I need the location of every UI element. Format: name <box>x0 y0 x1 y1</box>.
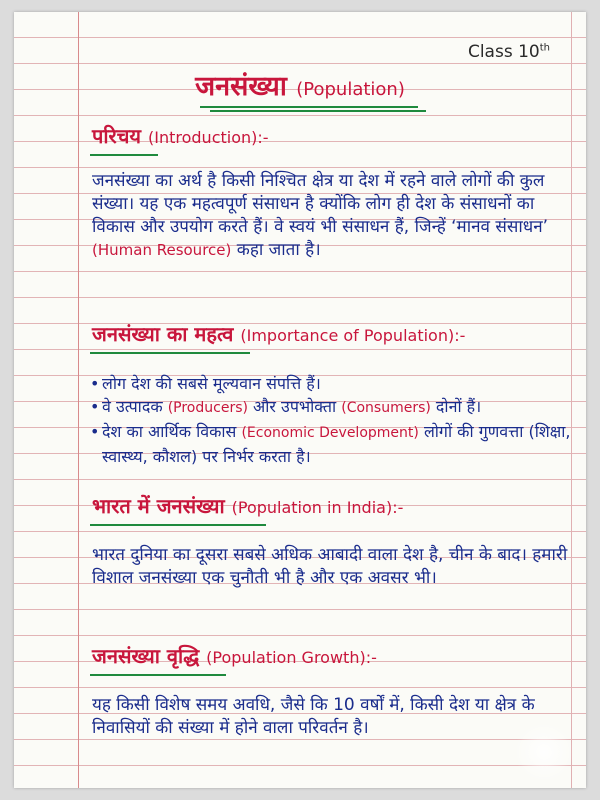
importance-heading: जनसंख्या का महत्व (Importance of Population):- <box>92 322 466 346</box>
title-english: (Population) <box>296 79 405 100</box>
heading-underline <box>90 674 226 676</box>
growth-paragraph: यह किसी विशेष समय अवधि, जैसे कि 10 वर्षों में, किसी देश या क्षेत्र के निवासियों की संख्या में होने वाला परिवर्तन है। <box>92 695 535 738</box>
class-label: Class 10th <box>467 42 550 62</box>
india-paragraph: भारत दुनिया का दूसरा सबसे अधिक आबादी वाला देश है, चीन के बाद। हमारी विशाल जनसंख्या एक चुनौती भी है और एक अवसर भी। <box>92 545 568 588</box>
title-underline <box>200 106 418 108</box>
title-underline <box>210 110 426 112</box>
notebook-page <box>14 12 586 788</box>
page-title <box>14 66 586 103</box>
heading-underline <box>90 154 158 156</box>
list-item: • वे उत्पादक (Producers) और उपभोक्ता (Consumers) दोनों हैं। <box>90 397 482 416</box>
heading-underline <box>90 352 250 354</box>
list-item: • लोग देश की सबसे मूल्यवान संपत्ति हैं। <box>90 374 321 393</box>
heading-underline <box>90 524 266 526</box>
title-hindi: जनसंख्या <box>195 71 287 102</box>
intro-heading: परिचय (Introduction):- <box>92 124 269 148</box>
importance-list <box>90 372 580 468</box>
light-glare <box>514 722 574 782</box>
growth-heading: जनसंख्या वृद्धि (Population Growth):- <box>92 644 377 668</box>
margin-line <box>78 12 79 788</box>
india-heading: भारत में जनसंख्या (Population in India):- <box>92 494 404 518</box>
list-item: • देश का आर्थिक विकास (Economic Development) लोगों की गुणवत्ता (शिक्षा, स्वास्थ्य, कौशल) पर निर्भर करता है। <box>90 422 571 466</box>
intro-paragraph: जनसंख्या का अर्थ है किसी निश्चित क्षेत्र या देश में रहने वाले लोगों की कुल संख्या। यह एक महत्वपूर्ण संसाधन है क्योंकि लोग ही देश के संसाधनों का विकास और उपयोग करते हैं। वे स्वयं भी संसाधन हैं, जिन्हें ‘मानव संसाधन’ (Human Resource) कहा जाता है। <box>92 171 549 260</box>
